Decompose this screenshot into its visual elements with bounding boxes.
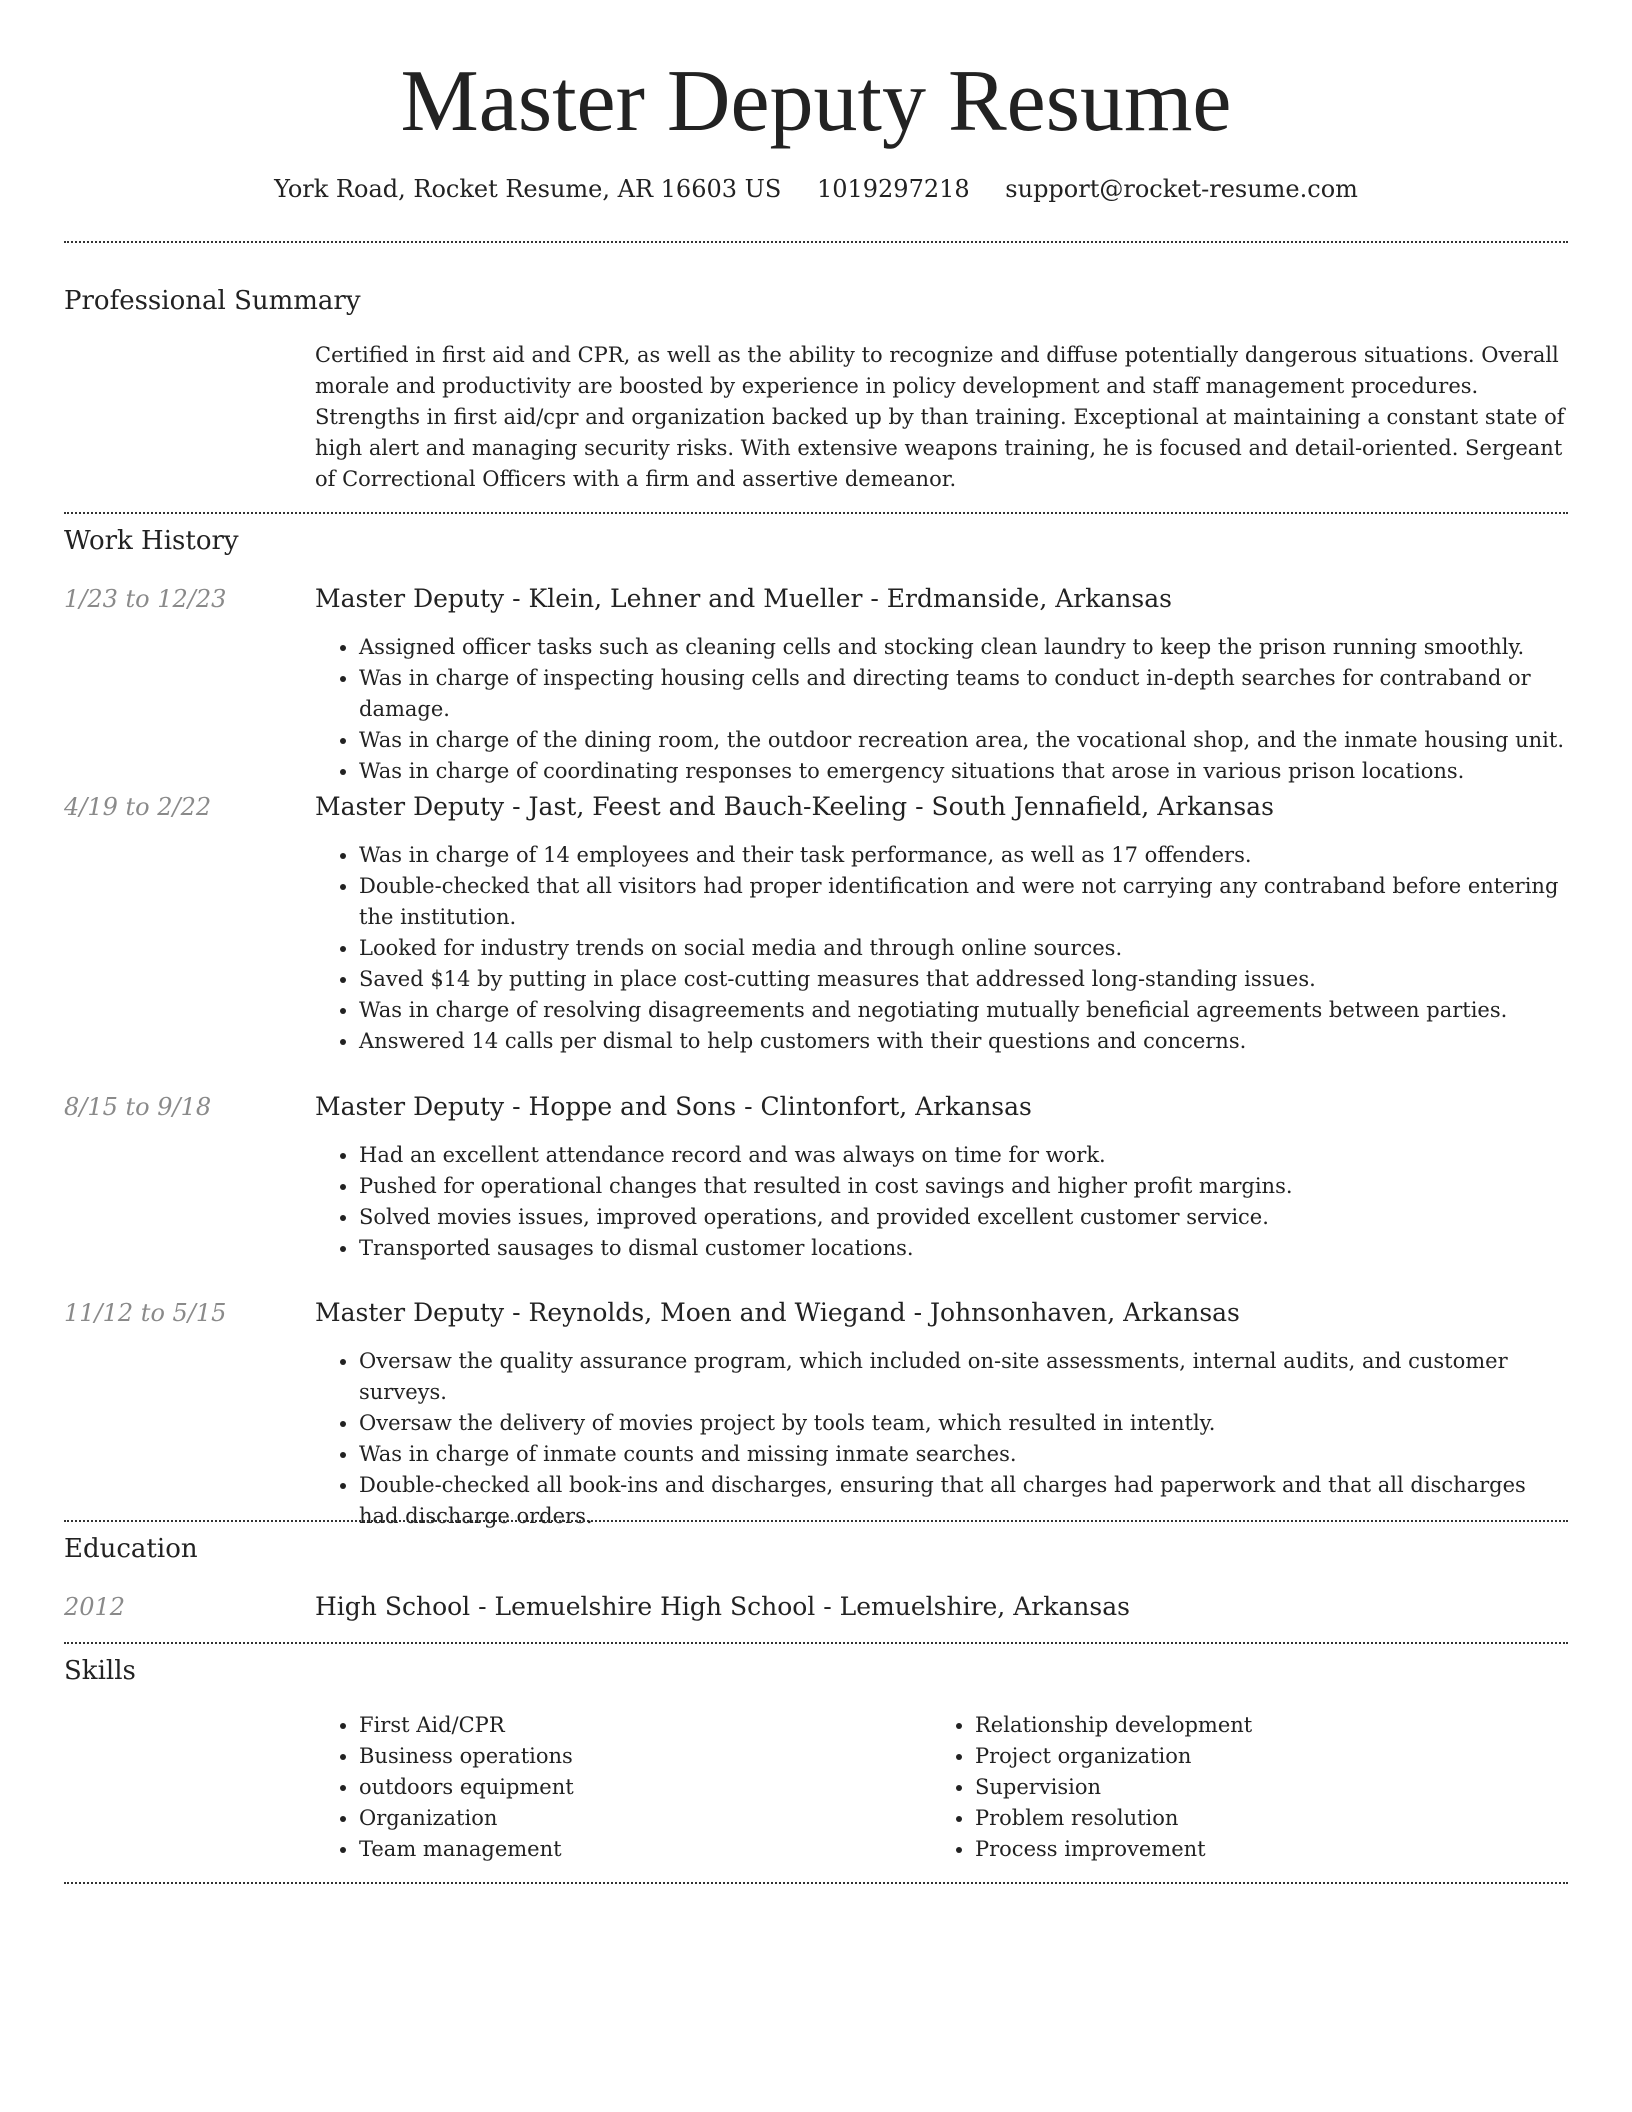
list-item: • Supervision	[975, 1772, 1567, 1803]
list-item: • Was in charge of 14 employees and their task performance, as well as 17 offenders.	[359, 840, 1571, 871]
list-item: • Saved $14 by putting in place cost-cutting measures that addressed long-standing issues.	[359, 964, 1571, 995]
resume-title: Master Deputy Resume	[400, 53, 1232, 150]
job-dates: 11/12 to 5/15	[64, 1299, 227, 1327]
list-item: • Answered 14 calls per dismal to help customers with their questions and concerns.	[359, 1026, 1571, 1057]
list-item: • Organization	[359, 1803, 931, 1834]
contact-address: York Road, Rocket Resume, AR 16603 US	[274, 175, 782, 203]
job-bullets	[315, 632, 1571, 787]
list-item: • Was in charge of resolving disagreements and negotiating mutually beneficial agreements between parties.	[359, 995, 1571, 1026]
summary-text: Certified in first aid and CPR, as well as the ability to recognize and diffuse potentially dangerous situations. Overall morale and productivity are boosted by experience in policy development and staff management procedures. Strengths in first aid/cpr and organization backed up by than training. Exceptional at maintaining a constant state of high alert and managing security risks. With extensive weapons training, he is focused and detail-oriented. Sergeant of Correctional Officers with a firm and assertive demeanor.	[315, 343, 1565, 491]
list-item: • Double-checked that all visitors had proper identification and were not carrying any contraband before entering the institution.	[359, 871, 1571, 933]
job-bullets	[315, 840, 1571, 1057]
list-item: • Team management	[359, 1834, 931, 1865]
skills-list-left	[315, 1710, 931, 1865]
contact-line	[0, 172, 1632, 206]
job-dates: 1/23 to 12/23	[64, 585, 227, 613]
list-item: • outdoors equipment	[359, 1772, 931, 1803]
job-heading: Master Deputy - Jast, Feest and Bauch-Keeling - South Jennafield, Arkansas	[315, 792, 1274, 821]
divider	[64, 1520, 1568, 1522]
divider	[64, 512, 1568, 514]
list-item: • Oversaw the delivery of movies project by tools team, which resulted in intently.	[359, 1408, 1571, 1439]
job-dates: 4/19 to 2/22	[64, 793, 212, 821]
list-item: • Project organization	[975, 1741, 1567, 1772]
list-item: • Solved movies issues, improved operations, and provided excellent customer service.	[359, 1202, 1571, 1233]
job-dates: 8/15 to 9/18	[64, 1093, 212, 1121]
list-item: • First Aid/CPR	[359, 1710, 931, 1741]
section-title-education: Education	[64, 1534, 198, 1564]
list-item: • Looked for industry trends on social media and through online sources.	[359, 933, 1571, 964]
list-item: • Was in charge of inmate counts and missing inmate searches.	[359, 1439, 1571, 1470]
section-title-work-history: Work History	[64, 526, 239, 556]
education-entry: High School - Lemuelshire High School - Lemuelshire, Arkansas	[315, 1592, 1130, 1621]
job-heading: Master Deputy - Klein, Lehner and Mueller - Erdmanside, Arkansas	[315, 584, 1172, 613]
list-item: • Was in charge of the dining room, the outdoor recreation area, the vocational shop, and the inmate housing unit.	[359, 725, 1571, 756]
list-item: • Was in charge of coordinating responses to emergency situations that arose in various prison locations.	[359, 756, 1571, 787]
contact-email: support@rocket-resume.com	[1005, 175, 1358, 203]
list-item: • Was in charge of inspecting housing cells and directing teams to conduct in-depth searches for contraband or damage.	[359, 663, 1571, 725]
section-title-summary: Professional Summary	[64, 286, 361, 316]
skills-list-right	[931, 1710, 1567, 1865]
section-title-skills: Skills	[64, 1656, 136, 1686]
contact-phone: 1019297218	[816, 175, 970, 203]
job-bullets	[315, 1346, 1571, 1532]
list-item: • Double-checked all book-ins and discharges, ensuring that all charges had paperwork and that all discharges had discharge orders.	[359, 1470, 1571, 1532]
divider	[64, 1642, 1568, 1644]
list-item: • Process improvement	[975, 1834, 1567, 1865]
list-item: • Had an excellent attendance record and was always on time for work.	[359, 1140, 1571, 1171]
list-item: • Pushed for operational changes that resulted in cost savings and higher profit margins.	[359, 1171, 1571, 1202]
divider	[64, 241, 1568, 243]
list-item: • Relationship development	[975, 1710, 1567, 1741]
job-bullets	[315, 1140, 1571, 1264]
list-item: • Assigned officer tasks such as cleaning cells and stocking clean laundry to keep the prison running smoothly.	[359, 632, 1571, 663]
list-item: • Business operations	[359, 1741, 931, 1772]
education-year: 2012	[64, 1593, 126, 1621]
list-item: • Problem resolution	[975, 1803, 1567, 1834]
list-item: • Oversaw the quality assurance program, which included on-site assessments, internal audits, and customer surveys.	[359, 1346, 1571, 1408]
job-heading: Master Deputy - Hoppe and Sons - Clintonfort, Arkansas	[315, 1092, 1032, 1121]
job-heading: Master Deputy - Reynolds, Moen and Wiegand - Johnsonhaven, Arkansas	[315, 1298, 1240, 1327]
divider	[64, 1882, 1568, 1884]
list-item: • Transported sausages to dismal customer locations.	[359, 1233, 1571, 1264]
